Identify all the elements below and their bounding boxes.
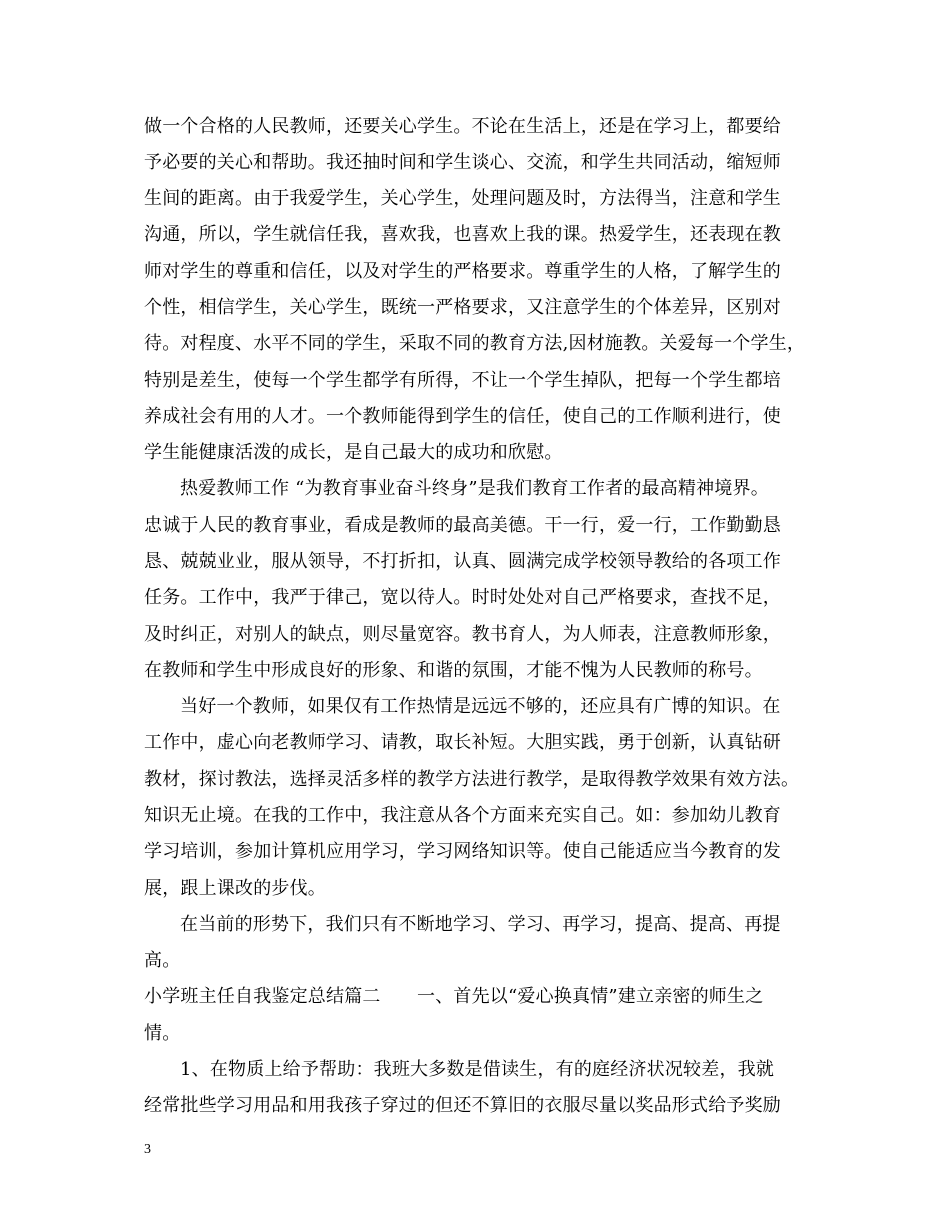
text-line: 特别是差生，使每一个学生都学有所得，不让一个学生掉队，把每一个学生都培 xyxy=(144,370,781,391)
text-line: 师对学生的尊重和信任，以及对学生的严格要求。尊重学生的人格，了解学生的 xyxy=(144,261,781,282)
text-line: 做一个合格的人民教师，还要关心学生。不论在生活上，还是在学习上，都要给 xyxy=(144,116,781,137)
text-line: 在教师和学生中形成良好的形象、和谐的氛围，才能不愧为人民教师的称号。 xyxy=(144,660,763,681)
text-line: 忠诚于人民的教育事业，看成是教师的最高美德。干一行，爱一行，工作勤勤恳 xyxy=(144,515,781,536)
text-line: 知识无止境。在我的工作中，我注意从各个方面来充实自己。如：参加幼儿教育 xyxy=(144,805,781,826)
text-line: 予必要的关心和帮助。我还抽时间和学生谈心、交流，和学生共同活动，缩短师 xyxy=(144,152,781,173)
text-line: 养成社会有用的人才。一个教师能得到学生的信任，使自己的工作顺利进行，使 xyxy=(144,406,781,427)
text-line: 教材，探讨教法，选择灵活多样的教学方法进行教学，是取得教学效果有效方法。 xyxy=(144,769,800,790)
text-line: 学生能健康活泼的成长，是自己最大的成功和欣慰。 xyxy=(144,442,563,463)
paragraph-first-line: 热爱教师工作 “为教育事业奋斗终身”是我们教育工作者的最高精神境界。 xyxy=(180,478,769,499)
text-line: 任务。工作中，我严于律己，宽以待人。时时处处对自己严格要求，查找不足， xyxy=(144,587,781,608)
paragraph-first-line: 当好一个教师，如果仅有工作热情是远远不够的，还应具有广博的知识。在 xyxy=(180,696,781,717)
text-line: 及时纠正，对别人的缺点，则尽量宽容。教书育人，为人师表，注意教师形象， xyxy=(144,624,781,645)
text-line: 生间的距离。由于我爱学生，关心学生，处理问题及时，方法得当，注意和学生 xyxy=(144,188,781,209)
text-line: 经常批些学习用品和用我孩子穿过的但还不算旧的衣服尽量以奖品形式给予奖励 xyxy=(144,1095,781,1116)
text-line: 沟通，所以，学生就信任我，喜欢我，也喜欢上我的课。热爱学生，还表现在教 xyxy=(144,224,781,245)
text-line: 学习培训，参加计算机应用学习，学习网络知识等。使自己能适应当今教育的发 xyxy=(144,841,781,862)
text-line: 展，跟上课改的步伐。 xyxy=(144,878,326,899)
text-line: 工作中，虚心向老教师学习、请教，取长补短。大胆实践，勇于创新，认真钻研 xyxy=(144,732,781,753)
paragraph-first-line: 在当前的形势下，我们只有不断地学习、学习、再学习，提高、提高、再提 xyxy=(180,914,781,935)
text-line: 情。 xyxy=(144,1023,181,1044)
text-line: 个性，相信学生，关心学生，既统一严格要求，又注意学生的个体差异，区别对 xyxy=(144,297,781,318)
text-line: 待。对程度、水平不同的学生，采取不同的教育方法,因材施教。关爱每一个学生， xyxy=(144,333,806,354)
section-heading-line: 小学班主任自我鉴定总结篇二 一、首先以“爱心换真情”建立亲密的师生之 xyxy=(144,986,764,1007)
text-line: 高。 xyxy=(144,950,181,971)
text-line: 恳、兢兢业业，服从领导，不打折扣，认真、圆满完成学校领导教给的各项工作 xyxy=(144,551,781,572)
paragraph-first-line: 1、在物质上给予帮助：我班大多数是借读生，有的庭经济状况较差，我就 xyxy=(180,1059,775,1080)
page-number: 3 xyxy=(144,1142,151,1157)
